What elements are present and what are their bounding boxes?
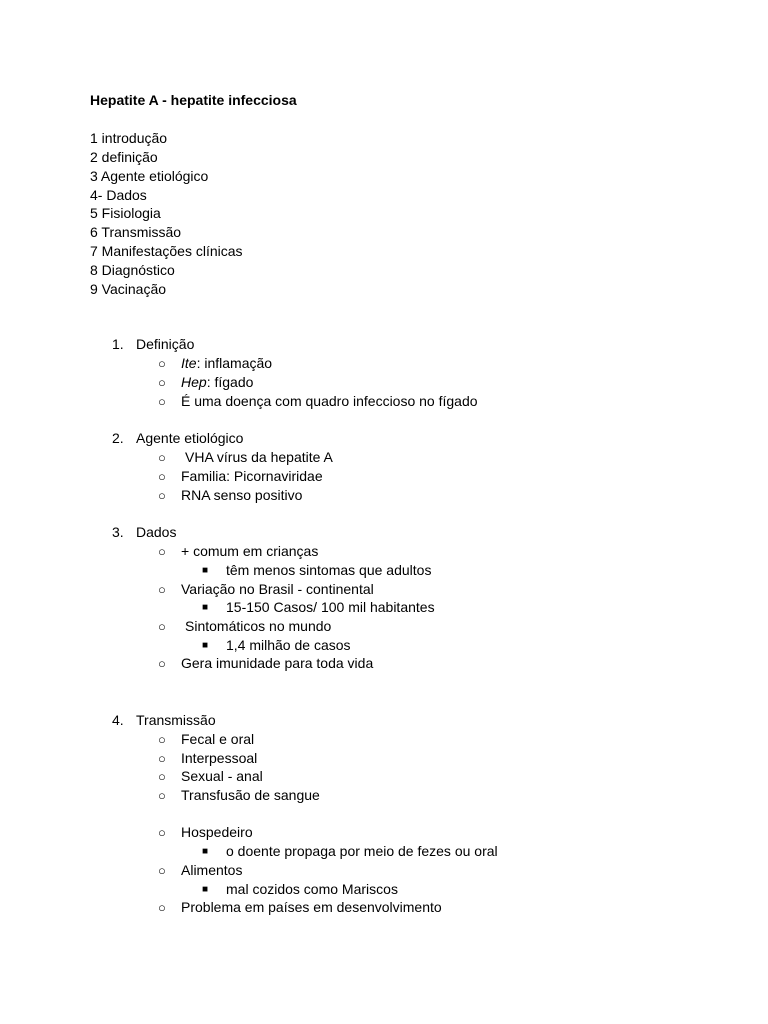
section-heading-dados: Dados (136, 524, 177, 540)
list-item (181, 373, 253, 392)
hollow-bullet-icon: ○ (158, 900, 166, 915)
toc-item: 2 definição (90, 148, 158, 165)
term-hep-meaning: : fígado (206, 374, 254, 390)
toc-item: 4- Dados (90, 186, 147, 203)
list-subitem: 15-150 Casos/ 100 mil habitantes (226, 599, 435, 615)
list-item: Gera imunidade para toda vida (181, 655, 374, 671)
hollow-bullet-icon: ○ (158, 469, 166, 484)
hollow-bullet-icon: ○ (158, 825, 166, 840)
section-number: 2. (112, 430, 124, 446)
hollow-bullet-icon: ○ (158, 788, 166, 803)
list-item: Alimentos (181, 862, 243, 878)
section-number: 1. (112, 336, 124, 352)
section-number: 3. (112, 524, 124, 540)
term-hep: Hep (181, 374, 207, 390)
hollow-bullet-icon: ○ (158, 656, 166, 671)
hollow-bullet-icon: ○ (158, 544, 166, 559)
hollow-bullet-icon: ○ (158, 488, 166, 503)
list-item: Fecal e oral (181, 731, 255, 747)
hollow-bullet-icon: ○ (158, 732, 166, 747)
hollow-bullet-icon: ○ (158, 356, 166, 371)
term-ite-meaning: : inflamação (196, 355, 273, 371)
list-item (181, 354, 272, 373)
hollow-bullet-icon: ○ (158, 375, 166, 390)
section-number: 4. (112, 712, 124, 728)
table-of-contents (90, 129, 243, 299)
toc-item: 5 Fisiologia (90, 205, 161, 222)
list-item: Problema em países em desenvolvimento (181, 899, 442, 915)
document-title: Hepatite A - hepatite infecciosa (90, 92, 297, 108)
square-bullet-icon: ■ (202, 640, 209, 651)
list-item: Transfusão de sangue (181, 787, 320, 803)
toc-item: 9 Vacinação (90, 280, 167, 297)
list-item: É uma doença com quadro infeccioso no fígado (181, 393, 478, 409)
hollow-bullet-icon: ○ (158, 394, 166, 409)
hollow-bullet-icon: ○ (158, 582, 166, 597)
toc-item: 7 Manifestações clínicas (90, 243, 243, 260)
list-item: Sexual - anal (181, 768, 263, 784)
list-item: Sintomáticos no mundo (185, 618, 332, 634)
list-item: Familia: Picornaviridae (181, 468, 323, 484)
toc-item: 1 introdução (90, 130, 168, 146)
square-bullet-icon: ■ (202, 565, 209, 576)
list-subitem: 1,4 milhão de casos (226, 637, 351, 653)
section-heading-agente: Agente etiológico (136, 430, 244, 446)
list-item: RNA senso positivo (181, 487, 303, 503)
list-subitem: têm menos sintomas que adultos (226, 562, 432, 578)
list-item: VHA vírus da hepatite A (185, 449, 333, 465)
hollow-bullet-icon: ○ (158, 619, 166, 634)
toc-item: 3 Agente etiológico (90, 167, 209, 184)
square-bullet-icon: ■ (202, 846, 209, 857)
section-heading-definicao: Definição (136, 336, 195, 352)
list-item: + comum em crianças (181, 543, 319, 559)
list-subitem: o doente propaga por meio de fezes ou oral (226, 843, 498, 859)
square-bullet-icon: ■ (202, 602, 209, 613)
toc-item: 6 Transmissão (90, 224, 182, 241)
list-subitem: mal cozidos como Mariscos (226, 881, 398, 897)
term-ite: Ite (181, 355, 197, 371)
toc-item: 8 Diagnóstico (90, 261, 175, 278)
list-item: Interpessoal (181, 750, 258, 766)
hollow-bullet-icon: ○ (158, 863, 166, 878)
section-heading-transmissao: Transmissão (136, 712, 216, 728)
hollow-bullet-icon: ○ (158, 450, 166, 465)
square-bullet-icon: ■ (202, 884, 209, 895)
hollow-bullet-icon: ○ (158, 769, 166, 784)
list-item: Hospedeiro (181, 824, 253, 840)
hollow-bullet-icon: ○ (158, 751, 166, 766)
list-item: Variação no Brasil - continental (181, 581, 374, 597)
